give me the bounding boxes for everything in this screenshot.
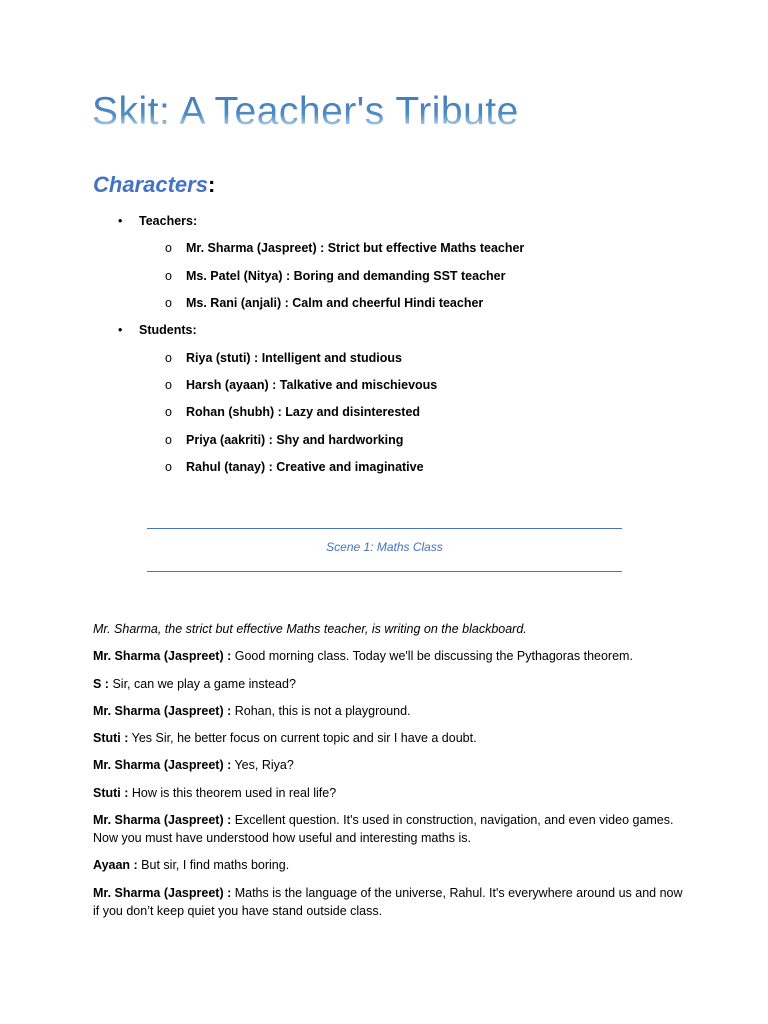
sub-bullet-icon: o <box>165 351 172 365</box>
list-item <box>165 269 506 283</box>
dialogue-line <box>93 784 683 802</box>
speaker: Mr. Sharma (Jaspreet) : <box>93 885 232 900</box>
characters-colon: : <box>207 172 216 197</box>
speaker: Stuti : <box>93 785 129 800</box>
sub-bullet-icon: o <box>165 241 172 255</box>
dialogue <box>93 620 683 929</box>
speaker: Ayaan : <box>93 858 138 873</box>
speaker: Mr. Sharma (Jaspreet) : <box>93 649 232 664</box>
dialogue-line <box>93 856 683 874</box>
document-title: Skit: A Teacher's Tribute <box>92 90 519 133</box>
line-text: Maths is the language of the universe, Rahul. It's everywhere around us and now if you don’t keep quiet you have stand outside class. <box>93 885 683 918</box>
group-teachers <box>118 214 198 228</box>
dialogue-line <box>93 811 683 847</box>
character-entry: Riya (stuti) : Intelligent and studious <box>186 351 402 365</box>
dialogue-line <box>93 702 683 720</box>
list-item <box>165 460 424 474</box>
group-label: Teachers: <box>139 214 198 228</box>
line-text: Good morning class. Today we'll be discussing the Pythagoras theorem. <box>231 649 633 664</box>
line-text: Sir, can we play a game instead? <box>108 676 296 691</box>
line-text: Rohan, this is not a playground. <box>231 703 411 718</box>
group-students <box>118 323 197 337</box>
sub-bullet-icon: o <box>165 296 172 310</box>
bullet-icon: • <box>118 323 123 337</box>
list-item <box>165 433 404 447</box>
list-item <box>165 351 402 365</box>
character-entry: Ms. Rani (anjali) : Calm and cheerful Hindi teacher <box>186 296 484 310</box>
sub-bullet-icon: o <box>165 460 172 474</box>
dialogue-line <box>93 756 683 774</box>
sub-bullet-icon: o <box>165 378 172 392</box>
speaker: Stuti : <box>93 731 129 746</box>
character-entry: Ms. Patel (Nitya) : Boring and demanding SST teacher <box>186 269 506 283</box>
character-entry: Priya (aakriti) : Shy and hardworking <box>186 433 404 447</box>
scene-divider-top <box>147 528 622 529</box>
character-entry: Harsh (ayaan) : Talkative and mischievous <box>186 378 438 392</box>
group-label: Students: <box>139 323 197 337</box>
character-entry: Rahul (tanay) : Creative and imaginative <box>186 460 424 474</box>
bullet-icon: • <box>118 214 123 228</box>
sub-bullet-icon: o <box>165 405 172 419</box>
list-item <box>165 241 525 255</box>
speaker: S : <box>93 676 109 691</box>
characters-heading <box>93 172 215 198</box>
scene-heading: Scene 1: Maths Class <box>326 540 443 554</box>
line-text: Yes Sir, he better focus on current topic and sir I have a doubt. <box>128 731 477 746</box>
line-text: How is this theorem used in real life? <box>128 785 337 800</box>
dialogue-line <box>93 884 683 920</box>
stage-direction: Mr. Sharma, the strict but effective Maths teacher, is writing on the blackboard. <box>93 622 527 636</box>
scene-divider-bottom <box>147 571 622 572</box>
character-entry: Mr. Sharma (Jaspreet) : Strict but effective Maths teacher <box>186 241 525 255</box>
speaker: Mr. Sharma (Jaspreet) : <box>93 758 232 773</box>
line-text: But sir, I find maths boring. <box>137 858 290 873</box>
speaker: Mr. Sharma (Jaspreet) : <box>93 813 232 828</box>
dialogue-line <box>93 675 683 693</box>
dialogue-line <box>93 729 683 747</box>
list-item <box>165 296 484 310</box>
list-item <box>165 378 438 392</box>
sub-bullet-icon: o <box>165 269 172 283</box>
speaker: Mr. Sharma (Jaspreet) : <box>93 703 232 718</box>
character-entry: Rohan (shubh) : Lazy and disinterested <box>186 405 421 419</box>
dialogue-line <box>93 647 683 665</box>
line-text: Yes, Riya? <box>231 758 294 773</box>
line-text: Excellent question. It's used in construction, navigation, and even video games. Now you must have understood how useful and interesting maths is. <box>93 813 674 846</box>
sub-bullet-icon: o <box>165 433 172 447</box>
list-item <box>165 405 421 419</box>
characters-heading-text: Characters <box>93 172 208 197</box>
